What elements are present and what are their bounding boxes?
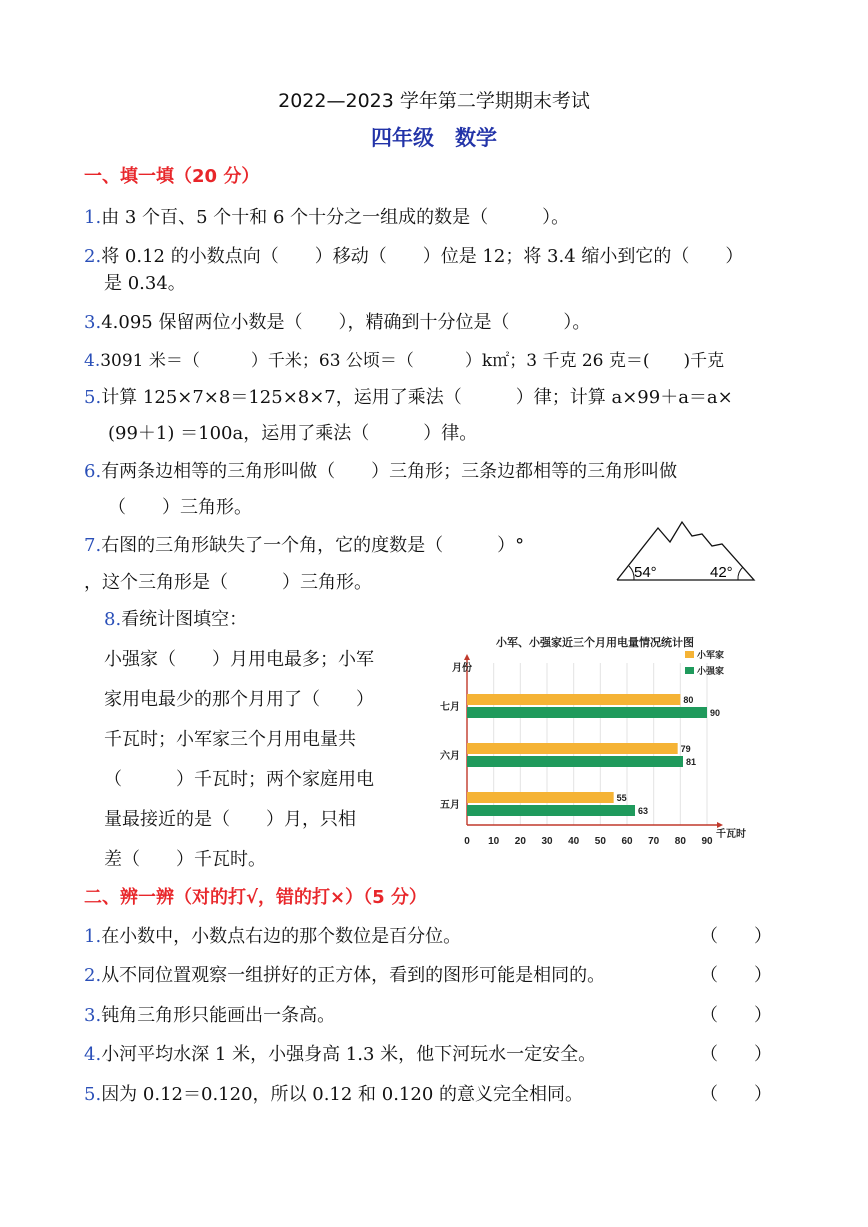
category-label: 七月 — [440, 702, 460, 713]
data-label: 80 — [683, 695, 694, 705]
question-text: 由 3 个百、5 个十和 6 个十分之一组成的数是（ ）。 — [101, 207, 570, 228]
question-text: 计算 125×7×8＝125×8×7，运用了乘法（ ）律；计算 a×99＋a＝a× — [101, 387, 733, 408]
bar — [467, 756, 683, 767]
bar — [467, 792, 614, 803]
question-number: 6. — [84, 461, 102, 482]
data-label: 55 — [616, 793, 627, 803]
y-axis-arrow — [464, 654, 470, 660]
data-label: 79 — [680, 744, 691, 754]
data-label: 63 — [638, 806, 649, 816]
question-number: 3. — [84, 312, 102, 333]
question-7-continued: ，这个三角形是（ ）三角形。 — [84, 572, 372, 593]
judge-item-1 — [84, 922, 461, 948]
question-number: 2. — [84, 965, 102, 986]
question-number: 2. — [84, 246, 102, 267]
judge-item-3 — [84, 1001, 335, 1027]
question-text: 从不同位置观察一组拼好的正方体，看到的图形可能是相同的。 — [101, 965, 606, 986]
question-7 — [84, 531, 524, 557]
exam-subtitle: 四年级 数学 — [371, 126, 497, 150]
y-axis-label: 月份 — [452, 663, 472, 674]
question-1 — [84, 203, 569, 229]
x-tick-label: 0 — [464, 836, 470, 847]
q8-line: （ ）千瓦时；两个家庭用电 — [104, 769, 374, 790]
question-2 — [84, 242, 743, 268]
question-number: 3. — [84, 1005, 102, 1026]
electricity-usage-chart — [430, 628, 760, 856]
category-label: 五月 — [440, 800, 460, 811]
question-number: 1. — [84, 207, 102, 228]
q8-line: 差（ ）千瓦时。 — [104, 849, 266, 870]
question-8 — [104, 605, 247, 631]
section1-heading: 一、填一填（20 分） — [84, 166, 260, 187]
data-label: 81 — [686, 757, 697, 767]
question-number: 7. — [84, 535, 102, 556]
answer-parenthesis[interactable]: （ ） — [700, 965, 772, 986]
x-axis-arrow — [717, 822, 723, 828]
angle-label-right: 42° — [710, 564, 733, 581]
exam-title: 2022—2023 学年第二学期期末考试 — [278, 90, 590, 112]
question-number: 4. — [84, 1044, 102, 1065]
x-tick-label: 10 — [488, 836, 500, 847]
question-text: 有两条边相等的三角形叫做（ ）三角形；三条边都相等的三角形叫做 — [101, 461, 678, 482]
x-axis-label: 千瓦时 — [716, 829, 746, 840]
judge-item-2 — [84, 961, 605, 987]
bar — [467, 707, 707, 718]
judge-item-5 — [84, 1080, 583, 1106]
torn-triangle-figure — [612, 516, 758, 586]
section2-heading: 二、辨一辨（对的打√，错的打×）（5 分） — [84, 887, 427, 908]
q8-line: 小强家（ ）月用电最多；小军 — [104, 649, 374, 670]
bar — [467, 694, 680, 705]
question-text: 钝角三角形只能画出一条高。 — [101, 1005, 336, 1026]
question-text: 3091 米＝（ ）千米；63 公顷＝（ ）k㎡；3 千克 26 克＝( )千克 — [100, 351, 725, 371]
question-6 — [84, 457, 677, 483]
angle-label-left: 54° — [634, 564, 657, 581]
question-text: 4.095 保留两位小数是（ ），精确到十分位是（ ）。 — [101, 312, 591, 333]
bar — [467, 743, 678, 754]
legend-swatch — [685, 651, 694, 658]
chart-title: 小军、小强家近三个月用电量情况统计图 — [496, 637, 694, 649]
question-number: 1. — [84, 926, 102, 947]
question-number: 8. — [104, 609, 122, 630]
question-3 — [84, 308, 590, 334]
question-6-continued: （ ）三角形。 — [108, 497, 252, 518]
x-tick-label: 70 — [648, 836, 660, 847]
question-5-continued: (99＋1) ＝100a，运用了乘法（ ）律。 — [108, 423, 478, 444]
answer-parenthesis[interactable]: （ ） — [700, 1084, 772, 1105]
question-5 — [84, 383, 733, 409]
x-tick-label: 40 — [568, 836, 580, 847]
legend-label: 小强家 — [697, 666, 725, 676]
data-label: 90 — [710, 708, 721, 718]
answer-parenthesis[interactable]: （ ） — [700, 1044, 772, 1065]
question-text: 右图的三角形缺失了一个角，它的度数是（ ）° — [101, 535, 525, 556]
q8-line: 家用电最少的那个月用了（ ） — [104, 689, 374, 710]
x-tick-label: 90 — [701, 836, 713, 847]
question-text: 在小数中，小数点右边的那个数位是百分位。 — [101, 926, 462, 947]
x-tick-label: 50 — [594, 836, 606, 847]
question-text: 小河平均水深 1 米，小强身高 1.3 米，他下河玩水一定安全。 — [101, 1044, 597, 1065]
question-number: 5. — [84, 387, 102, 408]
legend-swatch — [685, 667, 694, 674]
answer-parenthesis[interactable]: （ ） — [700, 1005, 772, 1026]
category-label: 六月 — [440, 751, 460, 762]
q8-line: 千瓦时；小军家三个月用电量共 — [104, 729, 356, 750]
right-angle-arc — [738, 567, 743, 580]
legend-label: 小军家 — [697, 650, 725, 660]
q8-line: 量最接近的是（ ）月，只相 — [104, 809, 356, 830]
question-4 — [84, 346, 724, 371]
question-text: 将 0.12 的小数点向（ ）移动（ ）位是 12；将 3.4 缩小到它的（ ） — [101, 246, 744, 267]
bar — [467, 805, 635, 816]
x-tick-label: 20 — [514, 836, 526, 847]
question-number: 5. — [84, 1084, 102, 1105]
x-tick-label: 30 — [541, 836, 553, 847]
question-text: 因为 0.12＝0.120，所以 0.12 和 0.120 的意义完全相同。 — [101, 1084, 584, 1105]
judge-item-4 — [84, 1040, 596, 1066]
question-text: 看统计图填空： — [121, 609, 248, 630]
question-number: 4. — [84, 351, 101, 371]
question-2-continued: 是 0.34。 — [104, 273, 186, 294]
answer-parenthesis[interactable]: （ ） — [700, 926, 772, 947]
x-tick-label: 60 — [621, 836, 633, 847]
x-tick-label: 80 — [674, 836, 686, 847]
